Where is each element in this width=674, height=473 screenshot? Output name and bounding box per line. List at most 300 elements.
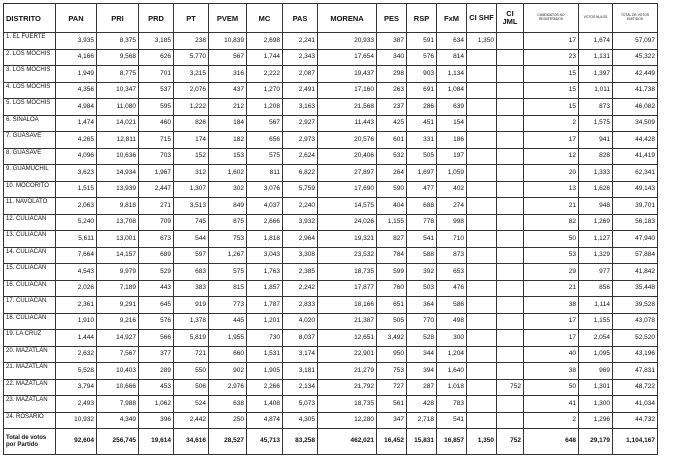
cell-fxm: 653 bbox=[437, 264, 467, 281]
cell-distrito: 7. GUASAVE bbox=[4, 132, 56, 149]
cell-ci-shf bbox=[467, 264, 497, 281]
cell-nulos: 1,626 bbox=[579, 181, 613, 198]
cell-fxm: 1,059 bbox=[437, 165, 467, 182]
cell-ci-jml bbox=[497, 82, 524, 99]
cell-pan: 2,063 bbox=[56, 198, 97, 215]
cell-fxm: 586 bbox=[437, 297, 467, 314]
col-header-pan: PAN bbox=[56, 4, 97, 33]
cell-pas: 3,932 bbox=[283, 214, 318, 231]
cell-ci-shf bbox=[467, 148, 497, 165]
table-row bbox=[4, 297, 658, 314]
cell-morena: 18,735 bbox=[318, 396, 377, 413]
cell-ci-shf bbox=[467, 82, 497, 99]
cell-morena: 19,321 bbox=[318, 231, 377, 248]
cell-prd: 689 bbox=[139, 247, 174, 264]
cell-rsp: 287 bbox=[407, 379, 437, 396]
cell-rsp: 541 bbox=[407, 231, 437, 248]
cell-pan: 7,664 bbox=[56, 247, 97, 264]
cell-prd: 453 bbox=[139, 379, 174, 396]
total-cell-distrito: Total de votos por Partido bbox=[4, 429, 56, 455]
cell-pt: 506 bbox=[174, 379, 209, 396]
cell-fxm: 814 bbox=[437, 49, 467, 66]
table-row bbox=[4, 247, 658, 264]
cell-rsp: 591 bbox=[407, 33, 437, 50]
cell-pt: 5,770 bbox=[174, 49, 209, 66]
cell-no-reg: 50 bbox=[524, 379, 579, 396]
cell-morena: 18,166 bbox=[318, 297, 377, 314]
cell-prd: 1,062 bbox=[139, 396, 174, 413]
cell-pan: 5,240 bbox=[56, 214, 97, 231]
cell-pt: 524 bbox=[174, 396, 209, 413]
cell-pes: 760 bbox=[377, 280, 407, 297]
cell-no-reg: 40 bbox=[524, 346, 579, 363]
cell-ci-jml bbox=[497, 49, 524, 66]
cell-pvem: 316 bbox=[209, 66, 247, 83]
cell-no-reg: 2 bbox=[524, 412, 579, 429]
cell-ci-shf bbox=[467, 247, 497, 264]
col-header-fxm: FxM bbox=[437, 4, 467, 33]
cell-fxm: 1,084 bbox=[437, 82, 467, 99]
cell-fxm: 498 bbox=[437, 313, 467, 330]
cell-mc: 1,857 bbox=[247, 280, 283, 297]
cell-ci-shf bbox=[467, 379, 497, 396]
cell-morena: 17,877 bbox=[318, 280, 377, 297]
total-cell-mc: 45,713 bbox=[247, 429, 283, 455]
cell-rsp: 576 bbox=[407, 49, 437, 66]
cell-mc: 730 bbox=[247, 330, 283, 347]
cell-pas: 2,240 bbox=[283, 198, 318, 215]
cell-rsp: 344 bbox=[407, 346, 437, 363]
cell-mc: 2,698 bbox=[247, 33, 283, 50]
cell-pes: 827 bbox=[377, 231, 407, 248]
cell-no-reg: 82 bbox=[524, 214, 579, 231]
cell-pas: 2,242 bbox=[283, 280, 318, 297]
cell-pt: 5,819 bbox=[174, 330, 209, 347]
cell-nulos: 1,333 bbox=[579, 165, 613, 182]
cell-pt: 919 bbox=[174, 297, 209, 314]
cell-ci-jml bbox=[497, 181, 524, 198]
cell-morena: 20,576 bbox=[318, 132, 377, 149]
cell-nulos: 941 bbox=[579, 132, 613, 149]
cell-fxm: 1,134 bbox=[437, 66, 467, 83]
table-row bbox=[4, 280, 658, 297]
cell-pas: 3,181 bbox=[283, 363, 318, 380]
cell-ci-jml bbox=[497, 99, 524, 116]
cell-ci-jml bbox=[497, 264, 524, 281]
cell-ci-shf bbox=[467, 115, 497, 132]
cell-total: 47,940 bbox=[613, 231, 658, 248]
cell-pan: 2,493 bbox=[56, 396, 97, 413]
cell-pri: 9,291 bbox=[97, 297, 139, 314]
cell-pes: 784 bbox=[377, 247, 407, 264]
cell-pvem: 638 bbox=[209, 396, 247, 413]
cell-pt: 383 bbox=[174, 280, 209, 297]
cell-ci-jml bbox=[497, 66, 524, 83]
cell-rsp: 1,697 bbox=[407, 165, 437, 182]
total-cell-pt: 34,616 bbox=[174, 429, 209, 455]
cell-morena: 19,437 bbox=[318, 66, 377, 83]
cell-ci-jml bbox=[497, 148, 524, 165]
cell-fxm: 783 bbox=[437, 396, 467, 413]
table-row bbox=[4, 330, 658, 347]
cell-nulos: 948 bbox=[579, 198, 613, 215]
cell-pvem: 902 bbox=[209, 363, 247, 380]
cell-pas: 2,927 bbox=[283, 115, 318, 132]
cell-total: 56,183 bbox=[613, 214, 658, 231]
cell-pt: 826 bbox=[174, 115, 209, 132]
cell-pvem: 1,267 bbox=[209, 247, 247, 264]
vote-results-sheet bbox=[3, 3, 658, 455]
cell-morena: 11,443 bbox=[318, 115, 377, 132]
cell-mc: 3,043 bbox=[247, 247, 283, 264]
cell-ci-shf bbox=[467, 412, 497, 429]
cell-pan: 4,166 bbox=[56, 49, 97, 66]
cell-pes: 651 bbox=[377, 297, 407, 314]
cell-nulos: 873 bbox=[579, 99, 613, 116]
cell-pas: 6,822 bbox=[283, 165, 318, 182]
cell-nulos: 1,095 bbox=[579, 346, 613, 363]
cell-ci-jml bbox=[497, 198, 524, 215]
cell-total: 41,034 bbox=[613, 396, 658, 413]
cell-pvem: 660 bbox=[209, 346, 247, 363]
cell-pt: 312 bbox=[174, 165, 209, 182]
cell-nulos: 1,114 bbox=[579, 297, 613, 314]
table-row bbox=[4, 115, 658, 132]
cell-morena: 21,279 bbox=[318, 363, 377, 380]
cell-pes: 347 bbox=[377, 412, 407, 429]
cell-pas: 2,624 bbox=[283, 148, 318, 165]
table-row bbox=[4, 363, 658, 380]
cell-nulos: 1,300 bbox=[579, 396, 613, 413]
cell-ci-shf: 1,350 bbox=[467, 33, 497, 50]
cell-morena: 17,690 bbox=[318, 181, 377, 198]
cell-pes: 340 bbox=[377, 49, 407, 66]
cell-rsp: 331 bbox=[407, 132, 437, 149]
table-row bbox=[4, 165, 658, 182]
cell-pan: 2,632 bbox=[56, 346, 97, 363]
cell-prd: 2,447 bbox=[139, 181, 174, 198]
cell-total: 34,509 bbox=[613, 115, 658, 132]
cell-pt: 1,307 bbox=[174, 181, 209, 198]
cell-nulos: 1,301 bbox=[579, 379, 613, 396]
total-cell-ci-jml: 752 bbox=[497, 429, 524, 455]
cell-no-reg: 23 bbox=[524, 49, 579, 66]
cell-pan: 4,543 bbox=[56, 264, 97, 281]
cell-distrito: 14. CULIACÁN bbox=[4, 247, 56, 264]
cell-ci-shf bbox=[467, 66, 497, 83]
cell-no-reg: 15 bbox=[524, 82, 579, 99]
cell-prd: 443 bbox=[139, 280, 174, 297]
cell-no-reg: 41 bbox=[524, 396, 579, 413]
col-header-rsp: RSP bbox=[407, 4, 437, 33]
cell-pvem: 212 bbox=[209, 99, 247, 116]
cell-rsp: 286 bbox=[407, 99, 437, 116]
cell-no-reg: 38 bbox=[524, 363, 579, 380]
cell-pt: 550 bbox=[174, 363, 209, 380]
cell-pes: 404 bbox=[377, 198, 407, 215]
cell-pas: 3,308 bbox=[283, 247, 318, 264]
cell-rsp: 770 bbox=[407, 313, 437, 330]
cell-fxm: 402 bbox=[437, 181, 467, 198]
cell-distrito: 3. LOS MOCHIS bbox=[4, 66, 56, 83]
cell-pes: 425 bbox=[377, 115, 407, 132]
cell-pvem: 849 bbox=[209, 198, 247, 215]
cell-pan: 1,515 bbox=[56, 181, 97, 198]
cell-no-reg: 21 bbox=[524, 280, 579, 297]
cell-pvem: 567 bbox=[209, 49, 247, 66]
cell-distrito: 16. CULIACÁN bbox=[4, 280, 56, 297]
cell-distrito: 23. MAZATLÁN bbox=[4, 396, 56, 413]
cell-pes: 727 bbox=[377, 379, 407, 396]
cell-prd: 576 bbox=[139, 313, 174, 330]
cell-distrito: 13. CULIACÁN bbox=[4, 231, 56, 248]
cell-prd: 703 bbox=[139, 148, 174, 165]
total-cell-pvem: 28,527 bbox=[209, 429, 247, 455]
cell-rsp: 394 bbox=[407, 363, 437, 380]
cell-fxm: 639 bbox=[437, 99, 467, 116]
cell-pvem: 773 bbox=[209, 297, 247, 314]
cell-ci-shf bbox=[467, 346, 497, 363]
cell-distrito: 5. LOS MOCHIS bbox=[4, 99, 56, 116]
table-row bbox=[4, 231, 658, 248]
cell-rsp: 428 bbox=[407, 396, 437, 413]
cell-fxm: 197 bbox=[437, 148, 467, 165]
cell-ci-shf bbox=[467, 297, 497, 314]
cell-fxm: 1,204 bbox=[437, 346, 467, 363]
cell-pri: 8,775 bbox=[97, 66, 139, 83]
cell-total: 46,082 bbox=[613, 99, 658, 116]
cell-pvem: 753 bbox=[209, 231, 247, 248]
cell-pri: 14,021 bbox=[97, 115, 139, 132]
cell-nulos: 1,155 bbox=[579, 313, 613, 330]
cell-fxm: 186 bbox=[437, 132, 467, 149]
cell-pt: 683 bbox=[174, 264, 209, 281]
table-row bbox=[4, 132, 658, 149]
cell-prd: 3,185 bbox=[139, 33, 174, 50]
cell-nulos: 1,296 bbox=[579, 412, 613, 429]
cell-no-reg: 20 bbox=[524, 165, 579, 182]
cell-nulos: 1,329 bbox=[579, 247, 613, 264]
cell-morena: 12,651 bbox=[318, 330, 377, 347]
cell-total: 45,322 bbox=[613, 49, 658, 66]
table-row bbox=[4, 214, 658, 231]
cell-morena: 21,792 bbox=[318, 379, 377, 396]
table-row bbox=[4, 346, 658, 363]
cell-nulos: 1,131 bbox=[579, 49, 613, 66]
cell-pt: 3,513 bbox=[174, 198, 209, 215]
cell-pt: 3,215 bbox=[174, 66, 209, 83]
cell-prd: 460 bbox=[139, 115, 174, 132]
cell-mc: 1,744 bbox=[247, 49, 283, 66]
cell-pri: 7,988 bbox=[97, 396, 139, 413]
cell-nulos: 2,054 bbox=[579, 330, 613, 347]
cell-fxm: 1,640 bbox=[437, 363, 467, 380]
cell-fxm: 300 bbox=[437, 330, 467, 347]
col-header-pas: PAS bbox=[283, 4, 318, 33]
cell-total: 41,842 bbox=[613, 264, 658, 281]
cell-nulos: 828 bbox=[579, 148, 613, 165]
cell-distrito: 8. GUASAVE bbox=[4, 148, 56, 165]
cell-fxm: 541 bbox=[437, 412, 467, 429]
cell-ci-shf bbox=[467, 396, 497, 413]
total-cell-pes: 16,452 bbox=[377, 429, 407, 455]
cell-total: 47,831 bbox=[613, 363, 658, 380]
cell-mc: 1,763 bbox=[247, 264, 283, 281]
cell-total: 42,449 bbox=[613, 66, 658, 83]
col-header-mc: MC bbox=[247, 4, 283, 33]
cell-rsp: 364 bbox=[407, 297, 437, 314]
table-row bbox=[4, 99, 658, 116]
cell-nulos: 1,674 bbox=[579, 33, 613, 50]
cell-rsp: 2,718 bbox=[407, 412, 437, 429]
cell-pt: 2,442 bbox=[174, 412, 209, 429]
cell-morena: 20,406 bbox=[318, 148, 377, 165]
cell-pri: 10,636 bbox=[97, 148, 139, 165]
table-row bbox=[4, 198, 658, 215]
total-cell-total: 1,104,167 bbox=[613, 429, 658, 455]
cell-pvem: 1,955 bbox=[209, 330, 247, 347]
cell-pri: 14,934 bbox=[97, 165, 139, 182]
table-row bbox=[4, 379, 658, 396]
cell-rsp: 503 bbox=[407, 280, 437, 297]
cell-pvem: 2,976 bbox=[209, 379, 247, 396]
cell-pan: 4,356 bbox=[56, 82, 97, 99]
cell-ci-jml bbox=[497, 297, 524, 314]
cell-pri: 9,979 bbox=[97, 264, 139, 281]
cell-rsp: 688 bbox=[407, 198, 437, 215]
cell-rsp: 691 bbox=[407, 82, 437, 99]
cell-ci-shf bbox=[467, 280, 497, 297]
cell-no-reg: 17 bbox=[524, 33, 579, 50]
total-row bbox=[4, 429, 658, 455]
cell-prd: 529 bbox=[139, 264, 174, 281]
cell-mc: 2,266 bbox=[247, 379, 283, 396]
cell-ci-shf bbox=[467, 99, 497, 116]
cell-pes: 601 bbox=[377, 132, 407, 149]
table-row bbox=[4, 412, 658, 429]
table-row bbox=[4, 264, 658, 281]
cell-pri: 13,939 bbox=[97, 181, 139, 198]
cell-no-reg: 53 bbox=[524, 247, 579, 264]
cell-ci-jml bbox=[497, 363, 524, 380]
cell-pas: 3,174 bbox=[283, 346, 318, 363]
cell-mc: 656 bbox=[247, 132, 283, 149]
cell-pt: 2,076 bbox=[174, 82, 209, 99]
cell-pt: 544 bbox=[174, 231, 209, 248]
cell-total: 35,448 bbox=[613, 280, 658, 297]
cell-pan: 10,932 bbox=[56, 412, 97, 429]
cell-pvem: 10,839 bbox=[209, 33, 247, 50]
cell-ci-shf bbox=[467, 313, 497, 330]
cell-pri: 10,403 bbox=[97, 363, 139, 380]
cell-pas: 2,964 bbox=[283, 231, 318, 248]
cell-pvem: 153 bbox=[209, 148, 247, 165]
cell-pri: 10,347 bbox=[97, 82, 139, 99]
cell-pan: 3,623 bbox=[56, 165, 97, 182]
cell-distrito: 18. CULIACÁN bbox=[4, 313, 56, 330]
cell-pri: 13,708 bbox=[97, 214, 139, 231]
cell-total: 44,428 bbox=[613, 132, 658, 149]
cell-nulos: 969 bbox=[579, 363, 613, 380]
cell-fxm: 634 bbox=[437, 33, 467, 50]
cell-total: 49,143 bbox=[613, 181, 658, 198]
cell-pt: 597 bbox=[174, 247, 209, 264]
cell-no-reg: 29 bbox=[524, 264, 579, 281]
cell-pas: 2,385 bbox=[283, 264, 318, 281]
cell-pt: 721 bbox=[174, 346, 209, 363]
cell-pas: 2,087 bbox=[283, 66, 318, 83]
cell-no-reg: 15 bbox=[524, 66, 579, 83]
cell-pan: 2,026 bbox=[56, 280, 97, 297]
cell-prd: 701 bbox=[139, 66, 174, 83]
cell-pvem: 437 bbox=[209, 82, 247, 99]
cell-ci-jml bbox=[497, 412, 524, 429]
cell-mc: 1,201 bbox=[247, 313, 283, 330]
cell-morena: 22,901 bbox=[318, 346, 377, 363]
cell-ci-shf bbox=[467, 198, 497, 215]
cell-no-reg: 15 bbox=[524, 99, 579, 116]
cell-morena: 24,026 bbox=[318, 214, 377, 231]
cell-pt: 745 bbox=[174, 214, 209, 231]
cell-pan: 4,265 bbox=[56, 132, 97, 149]
cell-distrito: 20. MAZATLÁN bbox=[4, 346, 56, 363]
cell-mc: 811 bbox=[247, 165, 283, 182]
cell-prd: 595 bbox=[139, 99, 174, 116]
total-cell-morena: 462,021 bbox=[318, 429, 377, 455]
cell-pvem: 182 bbox=[209, 132, 247, 149]
cell-fxm: 1,018 bbox=[437, 379, 467, 396]
cell-pri: 11,080 bbox=[97, 99, 139, 116]
cell-pri: 8,375 bbox=[97, 33, 139, 50]
cell-distrito: 2. LOS MOCHIS bbox=[4, 49, 56, 66]
cell-fxm: 998 bbox=[437, 214, 467, 231]
cell-ci-shf bbox=[467, 181, 497, 198]
cell-no-reg: 21 bbox=[524, 198, 579, 215]
cell-total: 39,528 bbox=[613, 297, 658, 314]
cell-total: 41,738 bbox=[613, 82, 658, 99]
cell-rsp: 477 bbox=[407, 181, 437, 198]
cell-pes: 264 bbox=[377, 165, 407, 182]
cell-pri: 14,927 bbox=[97, 330, 139, 347]
cell-total: 48,722 bbox=[613, 379, 658, 396]
cell-morena: 23,532 bbox=[318, 247, 377, 264]
cell-nulos: 1,575 bbox=[579, 115, 613, 132]
cell-ci-shf bbox=[467, 330, 497, 347]
table-row bbox=[4, 313, 658, 330]
header-row bbox=[4, 4, 658, 33]
cell-fxm: 710 bbox=[437, 231, 467, 248]
vote-results-table bbox=[3, 3, 658, 455]
cell-morena: 12,280 bbox=[318, 412, 377, 429]
col-header-total: TOTAL DE VOTOS EMITIDOS bbox=[613, 4, 658, 33]
cell-fxm: 476 bbox=[437, 280, 467, 297]
cell-pvem: 815 bbox=[209, 280, 247, 297]
table-row bbox=[4, 181, 658, 198]
cell-mc: 1,531 bbox=[247, 346, 283, 363]
cell-rsp: 505 bbox=[407, 148, 437, 165]
cell-ci-jml bbox=[497, 247, 524, 264]
col-header-pes: PES bbox=[377, 4, 407, 33]
col-header-pt: PT bbox=[174, 4, 209, 33]
total-cell-pan: 92,604 bbox=[56, 429, 97, 455]
cell-distrito: 22. MAZATLÁN bbox=[4, 379, 56, 396]
cell-pri: 9,818 bbox=[97, 198, 139, 215]
cell-pes: 505 bbox=[377, 313, 407, 330]
cell-pan: 1,910 bbox=[56, 313, 97, 330]
cell-mc: 1,208 bbox=[247, 99, 283, 116]
cell-ci-jml bbox=[497, 280, 524, 297]
cell-total: 44,732 bbox=[613, 412, 658, 429]
